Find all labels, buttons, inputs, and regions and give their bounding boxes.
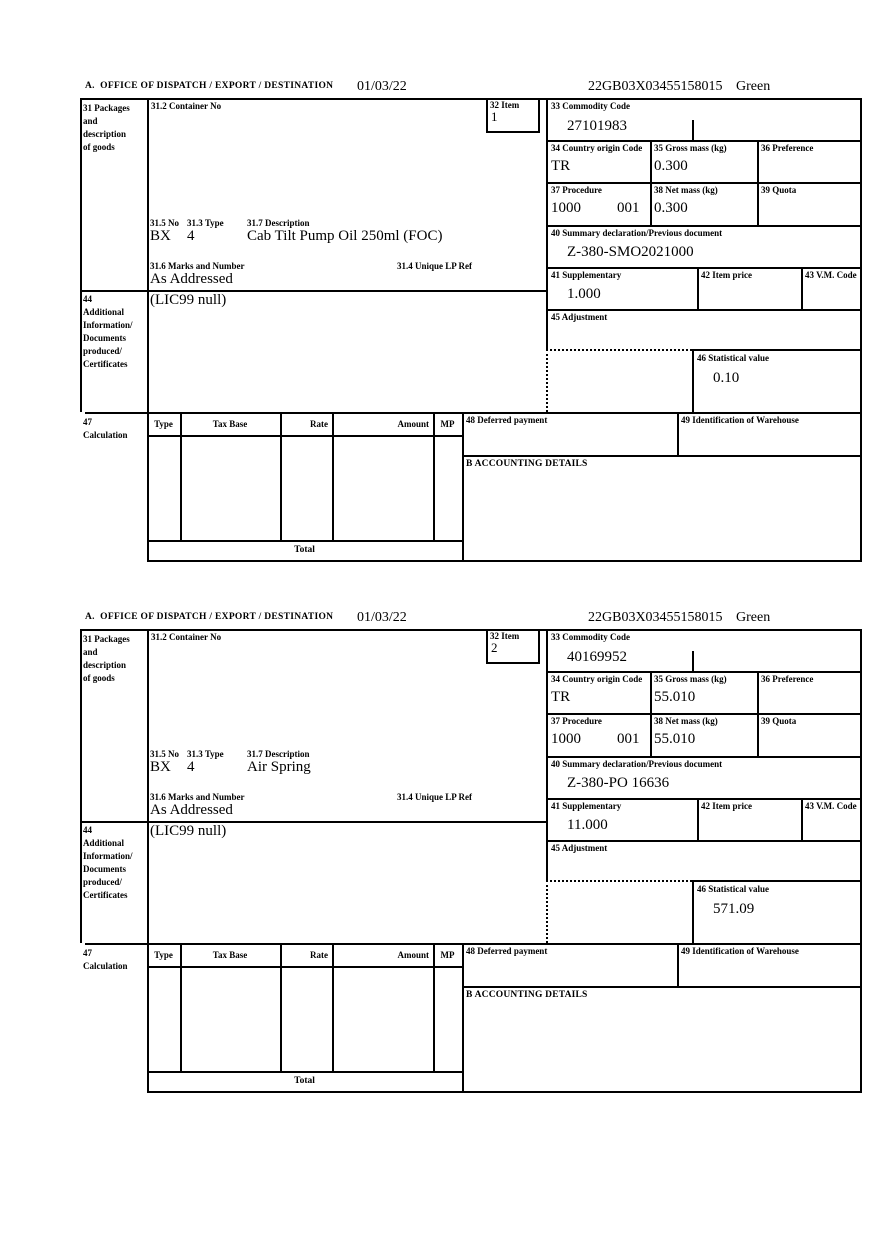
label-column-divider	[147, 629, 149, 1093]
divider	[546, 140, 862, 142]
box31-3-label: 31.3 Type	[187, 749, 224, 759]
goods-description-value: Cab Tilt Pump Oil 250ml (FOC)	[247, 228, 443, 244]
box31-7-label: 31.7 Description	[247, 218, 310, 228]
accounting-details-label: B ACCOUNTING DETAILS	[466, 459, 588, 469]
country-origin-value: TR	[551, 158, 571, 174]
divider	[546, 756, 862, 758]
box37-label: 37 Procedure	[551, 716, 602, 726]
divider	[546, 309, 862, 311]
divider	[147, 1071, 462, 1073]
office-of-dispatch-heading: A. OFFICE OF DISPATCH / EXPORT / DESTINATION	[85, 81, 334, 91]
box40-label: 40 Summary declaration/Previous document	[551, 228, 723, 238]
item-box-bottom-border	[486, 662, 540, 664]
calc-col-amount: Amount	[397, 419, 429, 429]
routing-status: Green	[736, 79, 771, 94]
box31-3-label: 31.3 Type	[187, 218, 224, 228]
commodity-code-subdivider	[692, 651, 694, 671]
divider	[757, 140, 759, 225]
calc-col-taxbase: Tax Base	[212, 950, 248, 960]
label-column-divider	[147, 98, 149, 562]
form-bottom-border	[147, 1091, 862, 1093]
box31-label: 31 Packages and description of goods	[83, 634, 130, 683]
box47-label: 47 Calculation	[83, 417, 128, 440]
box31-4-label: 31.4 Unique LP Ref	[397, 792, 473, 802]
form-right-border	[860, 629, 862, 1093]
total-label: Total	[294, 545, 315, 555]
commodity-code-value: 27101983	[567, 118, 627, 134]
box31-4-label: 31.4 Unique LP Ref	[397, 261, 473, 271]
divider	[801, 267, 803, 309]
routing-status: Green	[736, 610, 771, 625]
marks-and-number-value: As Addressed	[150, 802, 233, 818]
divider	[697, 798, 699, 840]
office-of-dispatch-heading: A. OFFICE OF DISPATCH / EXPORT / DESTINATION	[85, 612, 334, 622]
calc-col-type: Type	[154, 419, 173, 429]
item-box-right-border	[538, 629, 540, 664]
box41-label: 41 Supplementary	[551, 270, 622, 280]
divider	[677, 943, 679, 988]
supplementary-value: 1.000	[567, 286, 601, 302]
box46-label: 46 Statistical value	[697, 884, 769, 894]
box38-label: 38 Net mass (kg)	[654, 185, 718, 195]
summary-declaration-value: Z-380-PO 16636	[567, 775, 670, 791]
statistical-value-left-border	[692, 349, 694, 412]
box44-label: 44 Additional Information/ Documents produced/ Certificates	[83, 294, 133, 369]
box31-7-label: 31.7 Description	[247, 749, 310, 759]
box44-label: 44 Additional Information/ Documents produced/ Certificates	[83, 825, 133, 900]
box48-label: 48 Deferred payment	[466, 946, 548, 956]
declaration-reference: 22GB03X03455158015	[588, 610, 723, 625]
calc-col-mp: MP	[440, 950, 455, 960]
box31-6-label: 31.6 Marks and Number	[150, 792, 245, 802]
calc-col-mp: MP	[440, 419, 455, 429]
divider	[546, 798, 862, 800]
item-number-value: 1	[491, 109, 498, 124]
summary-declaration-value: Z-380-SMO2021000	[567, 244, 694, 260]
procedure-value: 1000	[551, 731, 581, 747]
calc-table-right-border	[462, 412, 464, 562]
package-no-value: BX	[150, 759, 171, 775]
box31-2-label: 31.2 Container No	[151, 101, 222, 111]
calc-table-header	[147, 414, 462, 434]
marks-and-number-value: As Addressed	[150, 271, 233, 287]
divider	[692, 880, 862, 882]
divider	[801, 798, 803, 840]
box39-label: 39 Quota	[761, 716, 797, 726]
divider	[650, 140, 652, 225]
total-label: Total	[294, 1076, 315, 1086]
gross-mass-value: 0.300	[654, 158, 688, 174]
form-bottom-border	[147, 560, 862, 562]
calc-col-type: Type	[154, 950, 173, 960]
divider	[546, 182, 862, 184]
accounting-details-label: B ACCOUNTING DETAILS	[466, 990, 588, 1000]
declaration-item-section	[80, 78, 862, 562]
net-mass-value: 0.300	[654, 200, 688, 216]
box45-label: 45 Adjustment	[551, 312, 608, 322]
item-box-left-border	[486, 629, 488, 664]
commodity-code-subdivider	[692, 120, 694, 140]
box34-label: 34 Country origin Code	[551, 674, 643, 684]
package-type-value: 4	[187, 228, 195, 244]
box31-label: 31 Packages and description of goods	[83, 103, 130, 152]
procedure-value: 1000	[551, 200, 581, 216]
box41-label: 41 Supplementary	[551, 801, 622, 811]
calc-header-underline	[147, 966, 462, 968]
divider	[147, 540, 462, 542]
calc-col-taxbase: Tax Base	[212, 419, 248, 429]
divider	[546, 713, 862, 715]
statistical-value-left-border	[692, 880, 694, 943]
form-top-border	[80, 629, 862, 631]
calc-col-rate: Rate	[310, 950, 328, 960]
calc-table-header	[147, 945, 462, 965]
form-left-border	[80, 98, 82, 412]
box32-label: 32 Item	[490, 100, 520, 110]
form-top-border	[80, 98, 862, 100]
box37-label: 37 Procedure	[551, 185, 602, 195]
box43-label: 43 V.M. Code	[805, 270, 857, 280]
box38-label: 38 Net mass (kg)	[654, 716, 718, 726]
main-divider	[546, 629, 548, 882]
box45-label: 45 Adjustment	[551, 843, 608, 853]
divider	[757, 671, 759, 756]
dotted-divider	[546, 349, 548, 412]
box47-label: 47 Calculation	[83, 948, 128, 971]
box48-label: 48 Deferred payment	[466, 415, 548, 425]
box33-label: 33 Commodity Code	[551, 632, 630, 642]
dotted-divider	[546, 880, 692, 882]
item-box-left-border	[486, 98, 488, 133]
form-right-border	[860, 98, 862, 562]
statistical-value: 571.09	[713, 901, 755, 917]
box39-label: 39 Quota	[761, 185, 797, 195]
box32-label: 32 Item	[490, 631, 520, 641]
commodity-code-value: 40169952	[567, 649, 627, 665]
item-box-bottom-border	[486, 131, 540, 133]
declaration-date: 01/03/22	[357, 610, 407, 625]
divider	[692, 349, 862, 351]
declaration-item-section	[80, 609, 862, 1093]
country-origin-value: TR	[551, 689, 571, 705]
calc-table-right-border	[462, 943, 464, 1093]
additional-information-value: (LIC99 null)	[150, 292, 227, 308]
item-number-value: 2	[491, 640, 498, 655]
box49-label: 49 Identification of Warehouse	[681, 946, 799, 956]
net-mass-value: 55.010	[654, 731, 696, 747]
calc-col-amount: Amount	[397, 950, 429, 960]
goods-description-value: Air Spring	[247, 759, 311, 775]
box42-label: 42 Item price	[701, 801, 752, 811]
divider	[462, 455, 862, 457]
box36-label: 36 Preference	[761, 674, 814, 684]
box31-5-label: 31.5 No	[150, 218, 179, 228]
box49-label: 49 Identification of Warehouse	[681, 415, 799, 425]
divider	[462, 986, 862, 988]
divider	[546, 840, 862, 842]
box42-label: 42 Item price	[701, 270, 752, 280]
statistical-value: 0.10	[713, 370, 740, 386]
box43-label: 43 V.M. Code	[805, 801, 857, 811]
box33-label: 33 Commodity Code	[551, 101, 630, 111]
calc-header-underline	[147, 435, 462, 437]
form-left-border	[80, 629, 82, 943]
box34-label: 34 Country origin Code	[551, 143, 643, 153]
box35-label: 35 Gross mass (kg)	[654, 143, 727, 153]
divider	[546, 267, 862, 269]
main-divider	[546, 98, 548, 351]
box46-label: 46 Statistical value	[697, 353, 769, 363]
box31-5-label: 31.5 No	[150, 749, 179, 759]
box36-label: 36 Preference	[761, 143, 814, 153]
package-type-value: 4	[187, 759, 195, 775]
additional-information-value: (LIC99 null)	[150, 823, 227, 839]
dotted-divider	[546, 880, 548, 943]
dotted-divider	[546, 349, 692, 351]
item-box-right-border	[538, 98, 540, 133]
procedure-extra-value: 001	[617, 200, 640, 216]
divider	[677, 412, 679, 457]
divider	[650, 671, 652, 756]
divider	[546, 225, 862, 227]
gross-mass-value: 55.010	[654, 689, 696, 705]
box31-6-label: 31.6 Marks and Number	[150, 261, 245, 271]
box31-2-label: 31.2 Container No	[151, 632, 222, 642]
supplementary-value: 11.000	[567, 817, 608, 833]
procedure-extra-value: 001	[617, 731, 640, 747]
divider	[546, 671, 862, 673]
box35-label: 35 Gross mass (kg)	[654, 674, 727, 684]
package-no-value: BX	[150, 228, 171, 244]
declaration-reference: 22GB03X03455158015	[588, 79, 723, 94]
box40-label: 40 Summary declaration/Previous document	[551, 759, 723, 769]
declaration-date: 01/03/22	[357, 79, 407, 94]
calc-col-rate: Rate	[310, 419, 328, 429]
divider	[697, 267, 699, 309]
